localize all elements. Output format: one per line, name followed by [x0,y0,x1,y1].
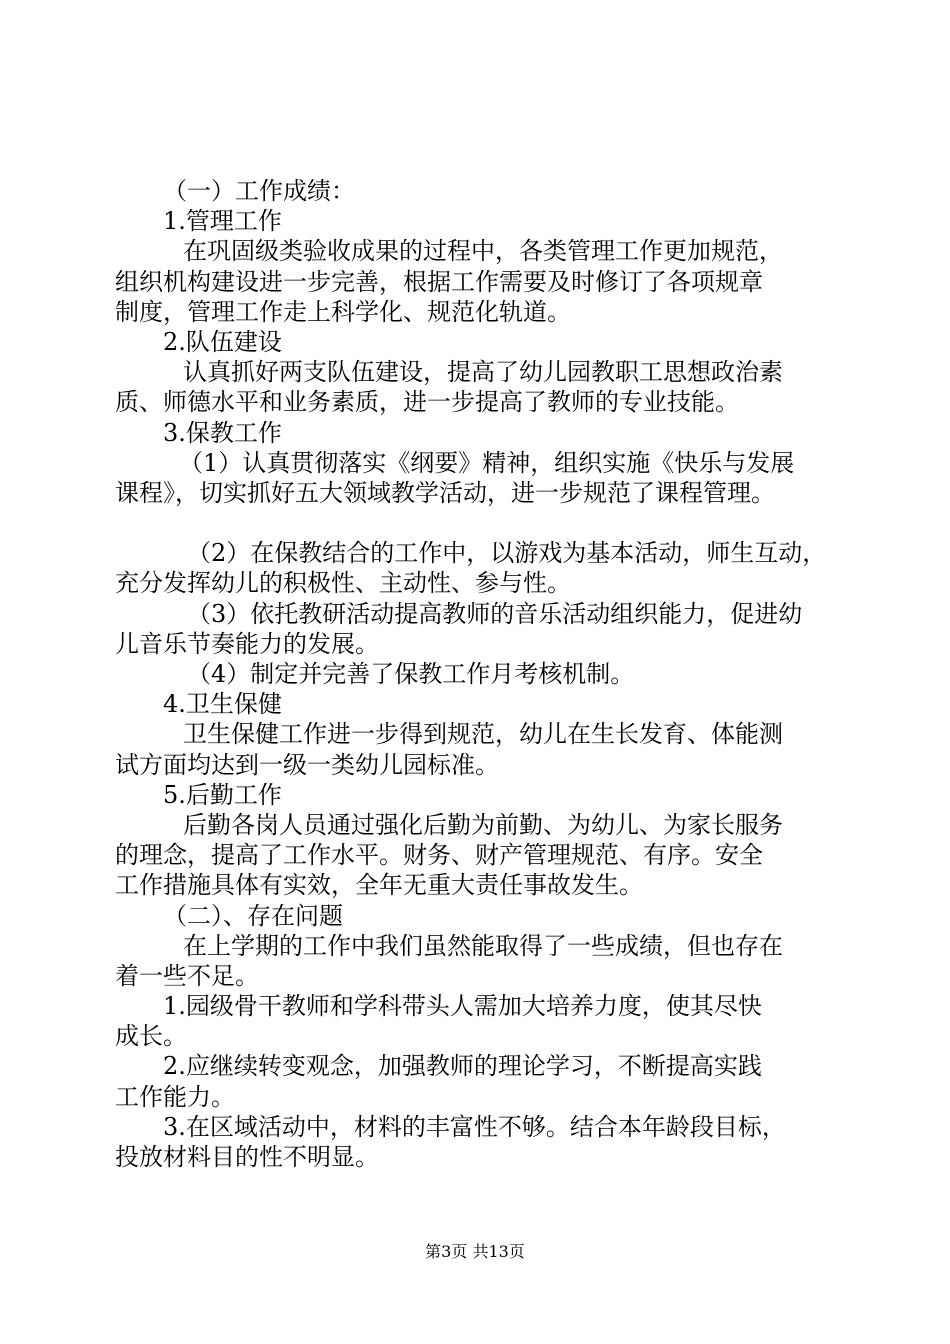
page-number-footer: 第3页 共13页 [425,1242,525,1261]
text-line: 工作措施具体有实效，全年无重大责任事故发生。 [115,871,643,900]
text-line: 成长。 [115,1022,187,1051]
text-line: 组织机构建设进一步完善，根据工作需要及时修订了各项规章 [115,267,763,296]
text-line: 试方面均达到一级一类幼儿园标准。 [115,750,499,779]
text-line: （3）依托教研活动提高教师的音乐活动组织能力，促进幼 [187,599,803,628]
text-line: （2）在保教结合的工作中，以游戏为基本活动，师生互动， [187,539,827,568]
text-line: 2.应继续转变观念，加强教师的理论学习，不断提高实践 [163,1052,762,1081]
text-line: 3.在区域活动中，材料的丰富性不够。结合本年龄段目标， [163,1112,786,1141]
text-line: 卫生保健工作进一步得到规范，幼儿在生长发育、体能测 [183,720,783,749]
text-line: 4.卫生保健 [163,690,282,719]
blank-line [115,508,855,538]
text-line: （二）、存在问题 [163,901,343,930]
text-line: 着一些不足。 [115,961,259,990]
document-body [115,176,855,1172]
text-line: 充分发挥幼儿的积极性、主动性、参与性。 [115,569,571,598]
text-line: 1.管理工作 [163,207,282,236]
text-line: 3.保教工作 [163,418,282,447]
text-line: 1.园级骨干教师和学科带头人需加大培养力度，使其尽快 [163,992,762,1021]
text-line: 的理念，提高了工作水平。财务、财产管理规范、有序。安全 [115,841,763,870]
text-line: 在上学期的工作中我们虽然能取得了一些成绩，但也存在 [183,931,783,960]
text-line: 儿音乐节奏能力的发展。 [115,629,379,658]
text-line: （4）制定并完善了保教工作月考核机制。 [187,660,635,688]
text-line: 制度，管理工作走上科学化、规范化轨道。 [115,297,571,326]
text-line: 质、师德水平和业务素质，进一步提高了教师的专业技能。 [115,388,739,417]
text-line: 工作能力。 [115,1082,235,1111]
text-line: 认真抓好两支队伍建设，提高了幼儿园教职工思想政治素 [183,358,783,387]
text-line: 投放材料目的性不明显。 [115,1143,379,1171]
text-line: 5.后勤工作 [163,780,282,809]
text-line: 在巩固级类验收成果的过程中，各类管理工作更加规范， [183,237,783,266]
text-line: 后勤各岗人员通过强化后勤为前勤、为幼儿、为家长服务 [183,810,783,839]
text-line: 2.队伍建设 [163,327,282,356]
text-line: 课程》，切实抓好五大领域教学活动，进一步规范了课程管理。 [115,478,775,507]
text-line: （1）认真贯彻落实《纲要》精神，组织实施《快乐与发展 [179,448,795,477]
text-line: （一）工作成绩： [163,177,355,205]
